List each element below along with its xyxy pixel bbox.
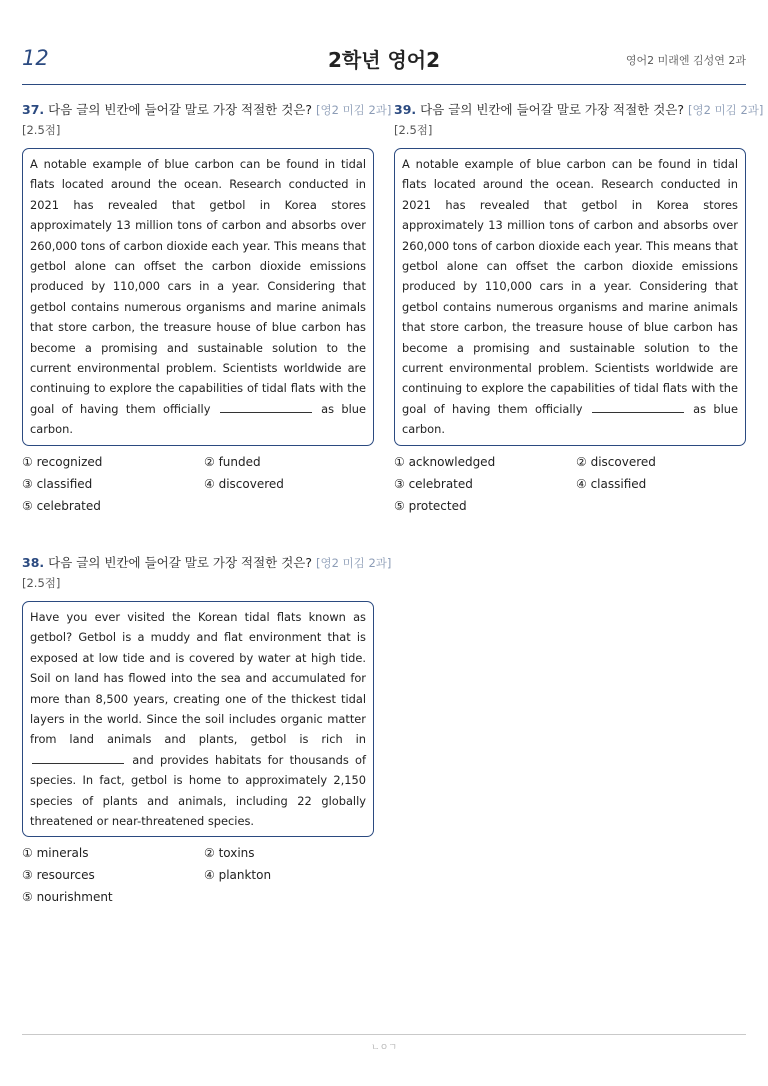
answer-blank (592, 402, 684, 413)
question-38 (22, 554, 392, 906)
passage-text-before: A notable example of blue carbon can be found in tidal flats located around the ocean. Research conducted in 2021 has revealed that getbol in Korea stores approximately 13 million tons of carbon and absorbs over 260,000 tons of carbon dioxide each year. This means that getbol alone can offset the carbon dioxide emissions produced by 110,000 cars in a year. Considering that getbol contains numerous organisms and marine animals that store carbon, the treasure house of blue carbon has become a promising and sustainable solution to the current environmental problem. Scientists worldwide are continuing to explore the capabilities of tidal flats with the goal of having them officially (402, 157, 738, 416)
choice-4[interactable]: ④ classified (576, 476, 647, 491)
passage-text-before: A notable example of blue carbon can be found in tidal flats located around the ocean. Research conducted in 2021 has revealed that getbol in Korea stores approximately 13 million tons of carbon and absorbs over 260,000 tons of carbon dioxide each year. This means that getbol alone can offset the carbon dioxide emissions produced by 110,000 cars in a year. Considering that getbol contains numerous organisms and marine animals that store carbon, the treasure house of blue carbon has become a promising and sustainable solution to the current environmental problem. Scientists worldwide are continuing to explore the capabilities of tidal flats with the goal of having them officially (30, 157, 366, 416)
page-number: 12 (22, 46, 49, 70)
question-prompt: 다음 글의 빈칸에 들어갈 말로 가장 적절한 것은? (48, 555, 313, 570)
answer-choices (22, 453, 374, 515)
passage-text-after: and provides habitats for thousands of species. In fact, getbol is home to approximately 2,150 species of plants and animals, including 22 globally threatened or near-threatened species. (30, 752, 367, 829)
choice-2[interactable]: ② discovered (576, 454, 656, 469)
page-header (22, 44, 746, 84)
choice-1[interactable]: ① acknowledged (394, 454, 496, 469)
choice-3[interactable]: ③ celebrated (394, 476, 473, 491)
question-number: 39. (394, 102, 417, 117)
answer-blank (220, 402, 312, 413)
choice-1[interactable]: ① minerals (22, 846, 89, 861)
choice-2[interactable]: ② toxins (204, 846, 255, 861)
question-39 (394, 101, 764, 515)
passage-text-after: as blue carbon. (30, 401, 367, 437)
choice-3[interactable]: ③ classified (22, 476, 93, 491)
question-points: [2.5점] (394, 123, 433, 137)
question-37 (22, 101, 392, 515)
choice-2[interactable]: ② funded (204, 454, 261, 469)
question-points: [2.5점] (22, 576, 61, 590)
choice-4[interactable]: ④ plankton (204, 868, 272, 883)
choice-5[interactable]: ⑤ nourishment (22, 890, 113, 905)
answer-choices (394, 453, 746, 515)
question-points: [2.5점] (22, 123, 61, 137)
passage-box (22, 148, 374, 446)
question-tag: [영2 미김 2과] (316, 556, 392, 570)
question-tag: [영2 미김 2과] (316, 103, 392, 117)
passage-box (394, 148, 746, 446)
footer-mark: ㄴㅇㄱ (370, 1043, 398, 1053)
passage-box (22, 601, 374, 837)
question-number: 38. (22, 555, 45, 570)
footer-divider (22, 1034, 746, 1035)
page-source: 영어2 미래엔 김성연 2과 (625, 54, 746, 67)
question-prompt-line (394, 101, 764, 119)
question-tag: [영2 미김 2과] (688, 103, 764, 117)
choice-4[interactable]: ④ discovered (204, 476, 284, 491)
choice-1[interactable]: ① recognized (22, 454, 103, 469)
choice-3[interactable]: ③ resources (22, 868, 95, 883)
question-prompt-line (22, 554, 392, 572)
header-divider (22, 84, 746, 85)
choice-5[interactable]: ⑤ protected (394, 498, 467, 513)
question-number: 37. (22, 102, 45, 117)
answer-choices (22, 844, 374, 906)
answer-blank (32, 753, 124, 764)
question-prompt-line (22, 101, 392, 119)
passage-text-after: as blue carbon. (402, 401, 739, 437)
page-title: 2학년 영어2 (327, 48, 441, 72)
question-prompt: 다음 글의 빈칸에 들어갈 말로 가장 적절한 것은? (48, 102, 313, 117)
question-prompt: 다음 글의 빈칸에 들어갈 말로 가장 적절한 것은? (420, 102, 685, 117)
passage-text-before: Have you ever visited the Korean tidal flats known as getbol? Getbol is a muddy and flat environment that is exposed at low tide and is covered by water at high tide. Soil on land has flowed into the sea and accumulated for more than 8,500 years, creating one of the thickest tidal layers in the world. Since the soil includes organic matter from land animals and plants, getbol is rich in (30, 610, 366, 747)
choice-5[interactable]: ⑤ celebrated (22, 498, 101, 513)
